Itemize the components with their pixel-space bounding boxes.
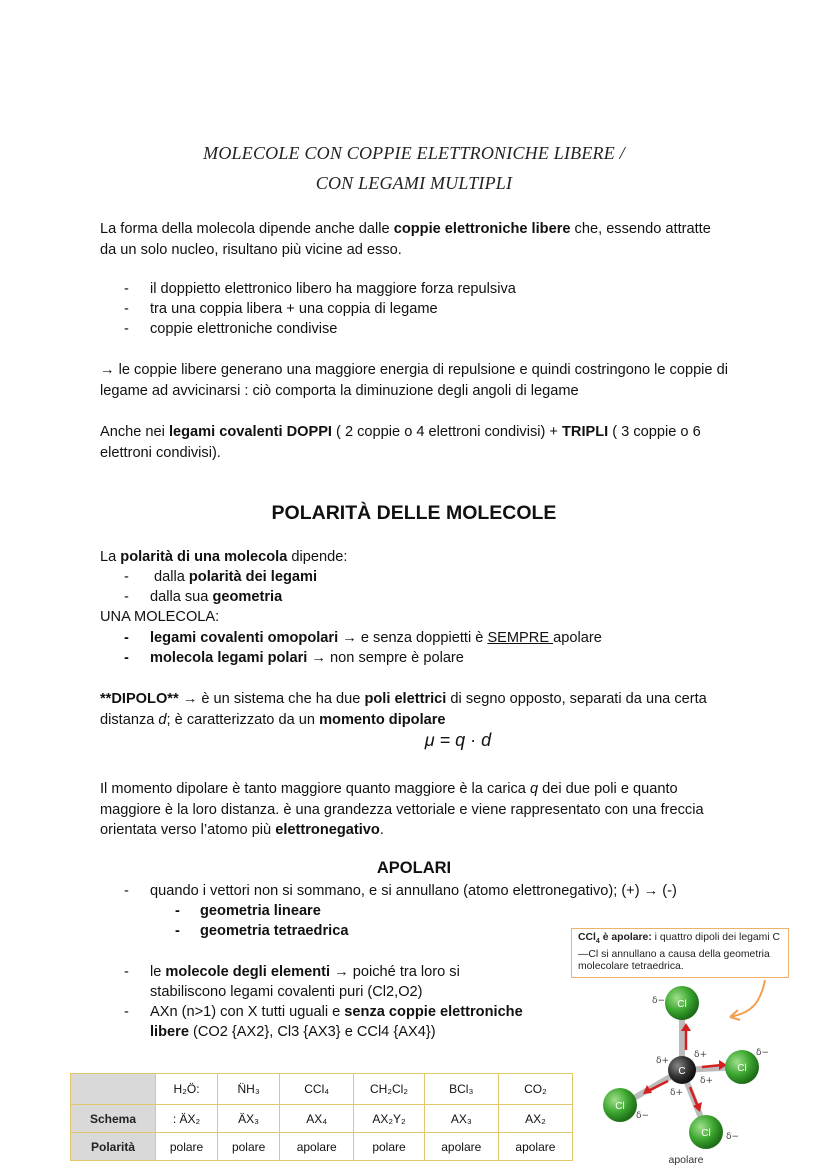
table-header-cell: CH₂Cl₂ bbox=[354, 1074, 424, 1105]
table-header-cell: CCl₄ bbox=[280, 1074, 354, 1105]
title-line-2: CON LEGAMI MULTIPLI bbox=[315, 173, 513, 193]
partial-charge-label: δ+ bbox=[670, 1088, 684, 1098]
atom-label: Cl bbox=[615, 1101, 625, 1112]
table-cell: apolare bbox=[424, 1133, 498, 1161]
polarity-table bbox=[70, 1073, 573, 1161]
partial-charge-label: δ− bbox=[726, 1132, 740, 1142]
table-header-cell: H₂Ö: bbox=[156, 1074, 218, 1105]
atom-label: C bbox=[678, 1066, 686, 1077]
partial-charge-label: δ+ bbox=[694, 1050, 708, 1060]
row-label-polarity: Polarità bbox=[71, 1133, 156, 1161]
atom-label: Cl bbox=[701, 1128, 711, 1139]
moment-paragraph: Il momento dipolare è tanto maggiore quanto maggiore è la carica q dei due poli e quanto maggiore è la loro distanza. è una grandezza vettoriale e viene rappresentato con una freccia orientata verso l’atomo più elettronegativo. bbox=[100, 781, 704, 838]
table-cell: apolare bbox=[280, 1133, 354, 1161]
arrow-paragraph: → le coppie libere generano una maggiore energia di repulsione e quindi costringono le coppie di legame ad avvicinarsi : ciò comporta la diminuzione degli angoli di legame bbox=[100, 362, 728, 399]
table-cell: AX₂ bbox=[498, 1105, 572, 1133]
table-header-cell: CO₂ bbox=[498, 1074, 572, 1105]
table-cell: polare bbox=[354, 1133, 424, 1161]
partial-charge-label: δ+ bbox=[700, 1076, 714, 1086]
partial-charge-label: δ+ bbox=[656, 1056, 670, 1066]
atom-label: Cl bbox=[737, 1063, 747, 1074]
table-cell: AX₂Y₂ bbox=[354, 1105, 424, 1133]
apolari-heading: APOLARI bbox=[376, 859, 452, 877]
table-header-cell: BCl₃ bbox=[424, 1074, 498, 1105]
section-title: POLARITÀ DELLE MOLECOLE bbox=[271, 502, 557, 524]
atom-label: Cl bbox=[677, 999, 687, 1010]
multiple-bonds-paragraph: Anche nei legami covalenti DOPPI ( 2 coppie o 4 elettroni condivisi) + TRIPLI ( 3 coppie o 6 elettroni condivisi). bbox=[100, 424, 701, 461]
table-cell: AX₃ bbox=[424, 1105, 498, 1133]
table-cell: AX₄ bbox=[280, 1105, 354, 1133]
table-cell: polare bbox=[218, 1133, 280, 1161]
partial-charge-label: δ− bbox=[756, 1048, 770, 1058]
ccl4-molecule-figure bbox=[590, 975, 790, 1169]
title-line-1: MOLECOLE CON COPPIE ELETTRONICHE LIBERE / bbox=[203, 143, 625, 163]
una-molecola-label: UNA MOLECOLA: bbox=[100, 609, 220, 625]
dipole-formula: μ = q · d bbox=[424, 730, 492, 750]
table-header-cell: N̈H₃ bbox=[218, 1074, 280, 1105]
ccl4-callout: CCl$_4$ è apolare: i quattro dipoli dei legami C—Cl si annullano a causa della geometria molecolare tetraedrica. bbox=[571, 928, 789, 978]
table-cell: apolare bbox=[498, 1133, 572, 1161]
partial-charge-label: δ− bbox=[652, 996, 666, 1006]
table-cell: polare bbox=[156, 1133, 218, 1161]
table-cell: : ÄX₂ bbox=[156, 1105, 218, 1133]
intro-paragraph: La forma della molecola dipende anche dalle coppie elettroniche libere che, essendo attratte da un solo nucleo, risultano più vicine ad esso. bbox=[100, 221, 711, 258]
polarity-intro: La polarità di una molecola dipende: bbox=[100, 549, 348, 565]
list-item-continuation: stabiliscono legami covalenti puri (Cl2,O2) bbox=[150, 984, 423, 1000]
row-label-schema: Schema bbox=[71, 1105, 156, 1133]
dipolo-paragraph: **DIPOLO** → è un sistema che ha due poli elettrici di segno opposto, separati da una certa distanza d; è caratterizzato da un momento dipolare bbox=[100, 691, 707, 728]
table-corner bbox=[71, 1074, 156, 1105]
table-cell: ÄX₃ bbox=[218, 1105, 280, 1133]
list-item-continuation: libere (CO2 {AX2}, Cl3 {AX3} e CCl4 {AX4}) bbox=[150, 1024, 436, 1040]
figure-caption: apolare bbox=[668, 1154, 704, 1166]
partial-charge-label: δ− bbox=[636, 1111, 650, 1121]
